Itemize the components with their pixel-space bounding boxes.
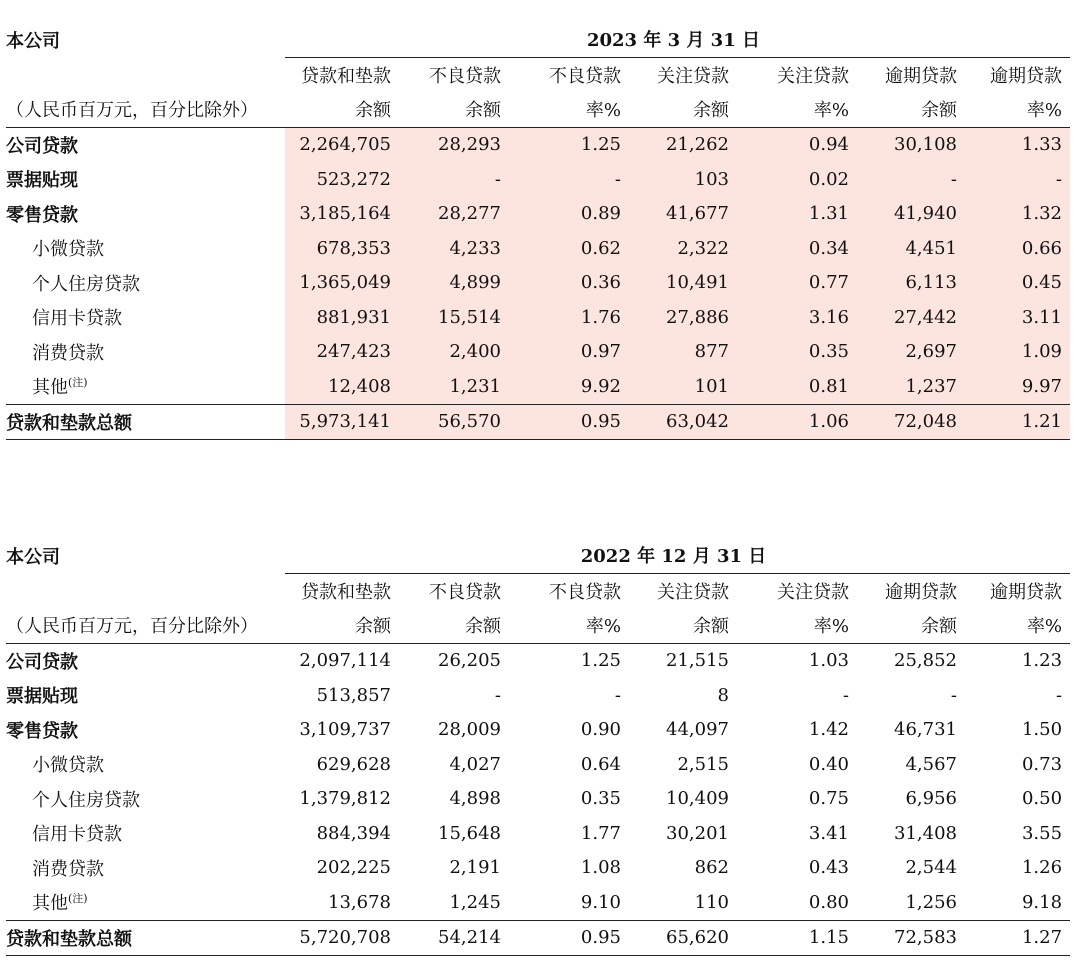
cell-value: 41,940	[857, 197, 965, 232]
col-subheader: 率%	[737, 608, 857, 643]
cell-value: 1,245	[399, 885, 509, 920]
cell-value: 1.15	[737, 920, 857, 956]
loan-quality-table-2022ye	[6, 538, 1070, 956]
col-header: 关注贷款	[657, 65, 729, 87]
cell-value: 65,620	[629, 920, 737, 956]
cell-value: 0.73	[1021, 753, 1063, 775]
cell-value: 1.77	[580, 822, 621, 844]
table-row	[6, 300, 1070, 335]
table-row	[6, 127, 1070, 162]
cell-value: 72,583	[857, 920, 965, 956]
cell-value: 0.40	[808, 753, 849, 775]
table-row	[6, 162, 1070, 197]
col-header: 不良贷款	[429, 65, 501, 87]
cell-value: 103	[629, 162, 737, 197]
col-header: 不良贷款	[549, 65, 621, 87]
table-row	[6, 643, 1070, 678]
cell-value: 0.89	[509, 197, 629, 232]
cell-value: 1,379,812	[299, 788, 391, 810]
cell-value: 6,113	[857, 266, 965, 301]
cell-value: 2,400	[399, 335, 509, 370]
cell-value: 1.76	[509, 300, 629, 335]
unit-note: （人民币百万元，百分比除外）	[6, 92, 285, 127]
col-subheader: 率%	[965, 608, 1070, 643]
col-header: 关注贷款	[657, 581, 729, 603]
row-label-text: 公司贷款	[6, 135, 78, 157]
col-subheader: 率%	[965, 92, 1070, 127]
footnote-marker: (注)	[68, 892, 88, 906]
cell-value: 1.03	[808, 650, 849, 672]
row-label-text: 个人住房贷款	[32, 273, 140, 295]
cell-value: 0.95	[509, 404, 629, 440]
row-label-text: 消费贷款	[32, 858, 104, 880]
cell-value: 4,027	[449, 753, 501, 775]
row-label	[6, 678, 285, 713]
col-subheader: 余额	[629, 92, 737, 127]
cell-value: 101	[629, 369, 737, 404]
table-row	[6, 335, 1070, 370]
cell-value: 1,256	[857, 885, 965, 920]
cell-value: 1.26	[1021, 857, 1063, 879]
col-subheader: 余额	[285, 92, 399, 127]
cell-value: 3.41	[808, 822, 849, 844]
cell-value: 1,237	[857, 369, 965, 404]
cell-value: -	[399, 162, 509, 197]
cell-value: 6,956	[905, 788, 957, 810]
row-label	[6, 162, 285, 197]
cell-value: 15,648	[438, 822, 501, 844]
row-label	[6, 404, 285, 440]
col-header: 逾期贷款	[990, 65, 1062, 87]
row-label-text: 其他	[32, 893, 68, 915]
col-subheader: 余额	[399, 92, 509, 127]
row-label	[6, 782, 285, 817]
cell-value: 0.50	[1021, 788, 1063, 810]
table-row	[6, 782, 1070, 817]
cell-value: 1.31	[737, 197, 857, 232]
cell-value: 4,233	[399, 231, 509, 266]
cell-value: 25,852	[894, 650, 957, 672]
cell-value: 0.35	[737, 335, 857, 370]
cell-value: 9.18	[965, 885, 1070, 920]
table-row	[6, 404, 1070, 440]
row-label-text: 其他	[32, 377, 68, 399]
cell-value: 1,365,049	[285, 266, 399, 301]
footnote-marker: (注)	[68, 376, 88, 390]
cell-value: 1.25	[509, 127, 629, 162]
cell-value: 5,973,141	[285, 404, 399, 440]
cell-value: 2,544	[905, 857, 957, 879]
table-row	[6, 678, 1070, 713]
cell-value: 3,109,737	[299, 719, 391, 741]
cell-value: 28,009	[438, 719, 501, 741]
cell-value: 0.36	[509, 266, 629, 301]
unit-note: （人民币百万元，百分比除外）	[6, 608, 285, 643]
cell-value: 2,697	[857, 335, 965, 370]
cell-value: 3,185,164	[285, 197, 399, 232]
cell-value: -	[842, 684, 849, 706]
cell-value: 9.92	[509, 369, 629, 404]
cell-value: 0.81	[737, 369, 857, 404]
cell-value: 0.77	[737, 266, 857, 301]
cell-value: 4,898	[449, 788, 501, 810]
row-label	[6, 197, 285, 232]
cell-value: 27,442	[857, 300, 965, 335]
cell-value: 3.16	[737, 300, 857, 335]
cell-value: 27,886	[629, 300, 737, 335]
cell-value: 1.42	[808, 719, 849, 741]
cell-value: 247,423	[285, 335, 399, 370]
row-label	[6, 885, 285, 920]
cell-value: 8	[717, 684, 729, 706]
cell-value: 0.34	[737, 231, 857, 266]
row-label-text: 信用卡贷款	[32, 308, 122, 330]
cell-value: 513,857	[316, 684, 391, 706]
cell-value: 44,097	[666, 719, 729, 741]
cell-value: 72,048	[857, 404, 965, 440]
cell-value: -	[950, 684, 957, 706]
cell-value: 202,225	[316, 857, 391, 879]
row-label	[6, 816, 285, 851]
row-label	[6, 266, 285, 301]
col-subheader: 率%	[737, 92, 857, 127]
col-header: 逾期贷款	[885, 581, 957, 603]
cell-value: 678,353	[285, 231, 399, 266]
col-header: 关注贷款	[777, 581, 849, 603]
table-row	[6, 369, 1070, 404]
col-subheader: 率%	[509, 92, 629, 127]
row-label	[6, 713, 285, 748]
cell-value: 9.97	[965, 369, 1070, 404]
cell-value: 1.33	[965, 127, 1070, 162]
table-row	[6, 851, 1070, 886]
cell-value: -	[614, 684, 621, 706]
cell-value: 0.43	[808, 857, 849, 879]
row-label-text: 公司贷款	[6, 651, 78, 673]
row-label-text: 小微贷款	[32, 239, 104, 261]
cell-value: 28,277	[399, 197, 509, 232]
cell-value: 2,515	[677, 753, 729, 775]
row-label-text: 贷款和垫款总额	[6, 412, 132, 434]
cell-value: 30,108	[857, 127, 965, 162]
cell-value: 629,628	[316, 753, 391, 775]
period-date: 2022 年 12 月 31 日	[285, 538, 1070, 573]
cell-value: 110	[629, 885, 737, 920]
cell-value: 1.32	[965, 197, 1070, 232]
cell-value: -	[509, 162, 629, 197]
cell-value: 15,514	[399, 300, 509, 335]
col-header: 不良贷款	[429, 581, 501, 603]
row-label-text: 票据贴现	[6, 686, 78, 708]
table-row	[6, 816, 1070, 851]
cell-value: 0.80	[737, 885, 857, 920]
table-row	[6, 885, 1070, 920]
cell-value: 0.95	[509, 920, 629, 956]
cell-value: 1.25	[580, 650, 621, 672]
row-label	[6, 231, 285, 266]
cell-value: 21,262	[629, 127, 737, 162]
cell-value: 63,042	[629, 404, 737, 440]
cell-value: 862	[694, 857, 729, 879]
cell-value: 3.55	[1021, 822, 1063, 844]
row-label	[6, 335, 285, 370]
cell-value: 5,720,708	[285, 920, 399, 956]
table-row	[6, 920, 1070, 956]
row-label	[6, 643, 285, 678]
col-header: 逾期贷款	[990, 581, 1063, 603]
row-label-text: 小微贷款	[32, 755, 104, 777]
cell-value: 0.90	[580, 719, 621, 741]
cell-value: 2,191	[449, 857, 501, 879]
cell-value: 0.35	[580, 788, 621, 810]
cell-value: 28,293	[399, 127, 509, 162]
row-label-text: 信用卡贷款	[32, 824, 122, 846]
row-label	[6, 300, 285, 335]
cell-value: -	[494, 684, 501, 706]
cell-value: -	[857, 162, 965, 197]
table-row	[6, 747, 1070, 782]
cell-value: 0.45	[965, 266, 1070, 301]
cell-value: 26,205	[438, 650, 501, 672]
cell-value: 0.64	[580, 753, 621, 775]
row-label-text: 零售贷款	[6, 720, 78, 742]
cell-value: 12,408	[285, 369, 399, 404]
col-subheader: 余额	[857, 92, 965, 127]
cell-value: 877	[629, 335, 737, 370]
col-header: 贷款和垫款	[301, 65, 391, 87]
cell-value: 9.10	[509, 885, 629, 920]
table-row	[6, 197, 1070, 232]
cell-value: 13,678	[285, 885, 399, 920]
col-subheader: 余额	[399, 608, 509, 643]
row-label	[6, 851, 285, 886]
cell-value: 1,231	[399, 369, 509, 404]
cell-value: 21,515	[666, 650, 729, 672]
row-label	[6, 920, 285, 956]
cell-value: 3.11	[965, 300, 1070, 335]
cell-value: 1.50	[1021, 719, 1063, 741]
cell-value: 4,567	[905, 753, 957, 775]
cell-value: 4,899	[399, 266, 509, 301]
company-label: 本公司	[6, 546, 60, 568]
col-subheader: 余额	[285, 608, 399, 643]
cell-value: 884,394	[316, 822, 391, 844]
cell-value: 1.27	[965, 920, 1070, 956]
col-header: 贷款和垫款	[301, 581, 391, 603]
cell-value: 1.21	[965, 404, 1070, 440]
row-label-text: 贷款和垫款总额	[6, 928, 132, 950]
col-subheader: 余额	[629, 608, 737, 643]
table-row	[6, 713, 1070, 748]
cell-value: 1.08	[580, 857, 621, 879]
cell-value: 2,322	[629, 231, 737, 266]
cell-value: 2,097,114	[299, 650, 391, 672]
row-label	[6, 369, 285, 404]
col-header: 逾期贷款	[885, 65, 957, 87]
company-label: 本公司	[6, 30, 60, 52]
cell-value: 1.23	[1021, 650, 1063, 672]
cell-value: 41,677	[629, 197, 737, 232]
cell-value: 0.66	[965, 231, 1070, 266]
cell-value: 31,408	[894, 822, 957, 844]
row-label-text: 票据贴现	[6, 170, 78, 192]
cell-value: 0.62	[509, 231, 629, 266]
cell-value: 4,451	[857, 231, 965, 266]
cell-value: -	[1055, 684, 1063, 706]
col-subheader: 率%	[509, 608, 629, 643]
cell-value: 2,264,705	[285, 127, 399, 162]
period-date: 2023 年 3 月 31 日	[285, 22, 1070, 57]
col-subheader: 余额	[857, 608, 965, 643]
col-header: 关注贷款	[777, 65, 849, 87]
cell-value: 0.94	[737, 127, 857, 162]
cell-value: 56,570	[399, 404, 509, 440]
cell-value: 523,272	[285, 162, 399, 197]
cell-value: 0.75	[808, 788, 849, 810]
cell-value: 10,491	[629, 266, 737, 301]
row-label-text: 零售贷款	[6, 204, 78, 226]
cell-value: 10,409	[666, 788, 729, 810]
cell-value: -	[965, 162, 1070, 197]
cell-value: 1.06	[737, 404, 857, 440]
loan-quality-table-2023q1	[6, 22, 1070, 440]
cell-value: 54,214	[399, 920, 509, 956]
row-label-text: 个人住房贷款	[32, 789, 140, 811]
cell-value: 1.09	[965, 335, 1070, 370]
row-label	[6, 127, 285, 162]
cell-value: 46,731	[894, 719, 957, 741]
cell-value: 0.97	[509, 335, 629, 370]
table-row	[6, 231, 1070, 266]
cell-value: 30,201	[666, 822, 729, 844]
row-label	[6, 747, 285, 782]
col-header: 不良贷款	[549, 581, 621, 603]
table-row	[6, 266, 1070, 301]
cell-value: 0.02	[737, 162, 857, 197]
row-label-text: 消费贷款	[32, 342, 104, 364]
cell-value: 881,931	[285, 300, 399, 335]
